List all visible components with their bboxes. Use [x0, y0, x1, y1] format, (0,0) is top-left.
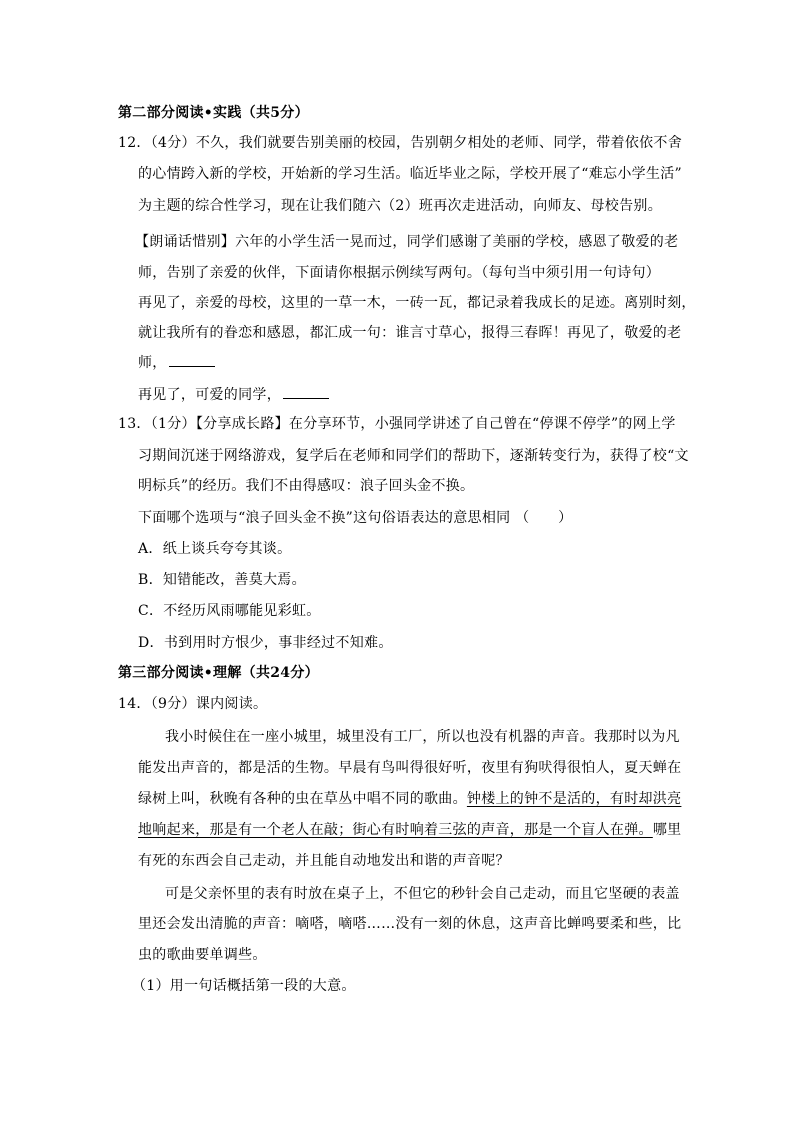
q12-line-5: 师，告别了亲爱的伙伴，下面请你根据示例续写两句。（每句当中须引用一句诗句） — [138, 265, 661, 281]
q12-line-9-text: 再见了，可爱的同学， — [138, 387, 281, 403]
passage-p2-line-1: 可是父亲怀里的表有时放在桌子上，不但它的秒针会自己走动，而且它坚硬的表盖 — [165, 886, 680, 902]
q12-line-8 — [138, 352, 215, 373]
passage-p2-line-3: 虫的歌曲要单调些。 — [138, 947, 267, 963]
passage-p1-line-4b: 哪里 — [652, 822, 682, 838]
q12-line-6: 再见了，亲爱的母校，这里的一草一木，一砖一瓦，都记录着我成长的足迹。离别时刻， — [138, 295, 696, 311]
q12-line-9 — [138, 384, 329, 405]
passage-p1-line-1: 我小时候住在一座小城里，城里没有工厂，所以也没有机器的声音。我那时以为凡 — [165, 729, 680, 745]
q13-question: 下面哪个选项与“浪子回头金不换”这句俗语表达的意思相同 （ ） — [138, 510, 573, 526]
passage-p1-line-5: 有死的东西会自己走动，并且能自动地发出和谐的声音呢？ — [138, 853, 510, 869]
part2-heading: 第二部分阅读•实践（共5分） — [118, 105, 309, 121]
q13-line-3: 明标兵”的经历。我们不由得感叹：浪子回头金不换。 — [138, 478, 475, 494]
part3-heading: 第三部分阅读•理解（共24分） — [118, 665, 319, 681]
q12-line-7: 就让我所有的眷恋和感恩，都汇成一句：谁言寸草心，报得三春晖！再见了，敬爱的老 — [138, 325, 682, 341]
q13-line-2: 习期间沉迷于网络游戏，复学后在老师和同学们的帮助下，逐渐转变行为，获得了校“文 — [138, 448, 689, 464]
passage-p1-line-2: 能发出声音的，都是活的生物。早晨有鸟叫得很好听，夜里有狗吠得很怕人，夏天蝉在 — [138, 760, 682, 776]
passage-p1-line-4 — [138, 820, 681, 840]
passage-p1-line-3 — [138, 789, 681, 809]
q13-line-1: 13．（1分）【分享成长路】在分享环节，小强同学讲述了自己曾在“停课不停学”的网上学 — [118, 416, 676, 432]
q12-line-3: 为主题的综合性学习，现在让我们随六（2）班再次走进活动，向师友、母校告别。 — [138, 198, 663, 214]
answer-blank-classmate[interactable] — [283, 384, 329, 399]
q14-sub-question-1: （1）用一句话概括第一段的大意。 — [132, 978, 356, 994]
q13-option-b: B．知错能改，善莫大焉。 — [138, 572, 306, 588]
q13-option-a: A．纸上谈兵夸夸其谈。 — [138, 541, 292, 557]
passage-underlined-sentence-start: 钟楼上的钟不是活的，有时却洪亮 — [466, 791, 682, 807]
q12-line-2: 的心情跨入新的学校，开始新的学习生活。临近毕业之际，学校开展了“难忘小学生活” — [138, 166, 683, 182]
q13-option-c: C．不经历风雨哪能见彩虹。 — [138, 603, 321, 619]
q12-line-1: 12．（4分）不久，我们就要告别美丽的校园，告别朝夕相处的老师、同学，带着依依不舍 — [118, 135, 683, 151]
q13-option-d: D．书到用时方恨少，事非经过不知难。 — [138, 635, 393, 651]
passage-p1-line-3a: 绿树上叫，秋晚有各种的虫在草丛中唱不同的歌曲。 — [138, 791, 467, 807]
q12-line-4: 【朗诵话惜别】六年的小学生活一晃而过，同学们感谢了美丽的学校，感恩了敬爱的老 — [135, 234, 679, 250]
answer-blank-teacher[interactable] — [169, 352, 215, 367]
q14-intro: 14．（9分）课内阅读。 — [118, 696, 268, 712]
q12-line-8-text: 师， — [138, 355, 167, 371]
passage-underlined-sentence-end: 地响起来，那是有一个老人在敲；街心有时响着三弦的声音，那是一个盲人在弹。 — [138, 822, 653, 838]
passage-p2-line-2: 里还会发出清脆的声音：嘀嗒，嘀嗒……没有一刻的休息，这声音比蝉鸣要柔和些，比 — [138, 916, 682, 932]
